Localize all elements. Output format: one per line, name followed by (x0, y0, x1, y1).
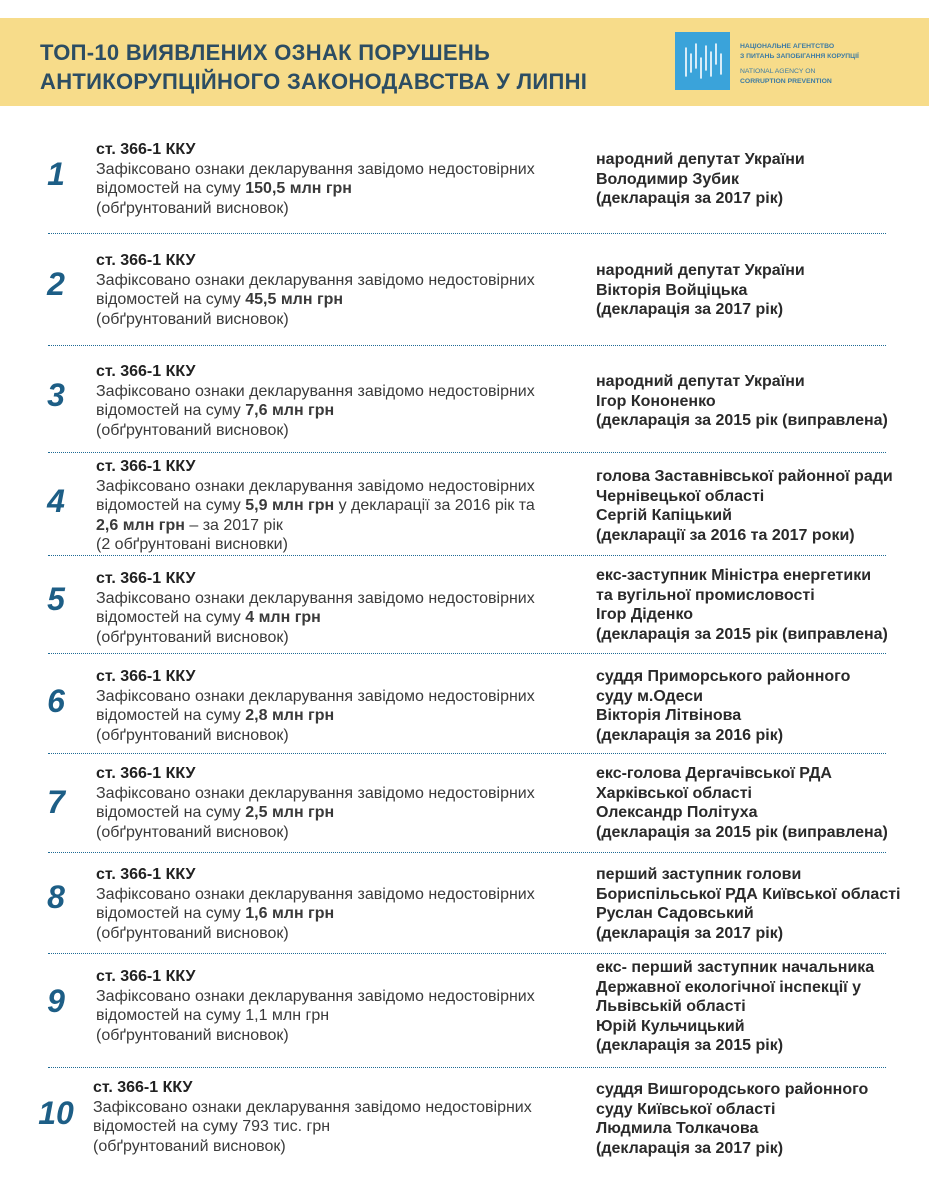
header-banner (0, 18, 929, 106)
official-line: екс-голова Дергачівської РДА (596, 765, 832, 782)
logo-ua-line-1: НАЦІОНАЛЬНЕ АГЕНТСТВО (740, 43, 835, 50)
official-line: (декларація за 2017 рік) (596, 190, 784, 208)
description-line: Зафіксовано ознаки декларування завідомо недостовірних (96, 987, 535, 1005)
entry-number: 8 (47, 879, 65, 915)
article-reference: ст. 366-1 ККУ (96, 765, 196, 782)
amount-line: відомостей на суму 2,8 млн грн (96, 707, 335, 725)
row-divider (48, 653, 886, 654)
conclusion-note: (обґрунтований висновок) (96, 924, 289, 942)
official-info (596, 667, 916, 745)
violation-description (96, 667, 576, 745)
amount-line: відомостей на суму 793 тис. грн (93, 1118, 331, 1136)
amount-value: 45,5 млн грн (245, 291, 344, 309)
violation-description (96, 764, 576, 842)
official-line: Бориспільської РДА Київської області (596, 885, 901, 903)
conclusion-note: (2 обґрунтовані висновки) (96, 536, 288, 554)
row-divider (48, 233, 886, 234)
description-line: Зафіксовано ознаки декларування завідомо недостовірних (96, 589, 535, 607)
official-info (596, 372, 916, 431)
official-line: екс- перший заступник начальника (596, 959, 875, 976)
row-divider (48, 852, 886, 853)
violation-description (96, 457, 576, 555)
official-info (596, 764, 916, 842)
official-line: народний депутат України (596, 151, 805, 168)
amount-value: 2,8 млн грн (245, 707, 335, 725)
entry-number: 9 (47, 983, 65, 1019)
entry-number: 3 (47, 377, 65, 413)
row-divider (48, 1067, 886, 1068)
amount-line: відомостей на суму 45,5 млн грн (96, 291, 344, 309)
entry-number: 7 (47, 784, 65, 820)
violation-description (96, 140, 576, 218)
official-line: екс-заступник Міністра енергетики (596, 567, 872, 584)
amount-value: 2,5 млн грн (245, 804, 335, 822)
article-reference: ст. 366-1 ККУ (96, 141, 196, 158)
violation-description (96, 362, 576, 440)
logo-caption (740, 42, 859, 86)
title-line-1: ТОП-10 ВИЯВЛЕНИХ ОЗНАК ПОРУШЕНЬ (40, 40, 491, 65)
amount-line-2: 2,6 млн грн – за 2017 рік (96, 516, 283, 534)
description-line: Зафіксовано ознаки декларування завідомо недостовірних (96, 477, 535, 495)
description-line: Зафіксовано ознаки декларування завідомо недостовірних (96, 687, 535, 705)
article-reference: ст. 366-1 ККУ (96, 252, 196, 269)
bottom-edge (0, 1193, 929, 1200)
article-reference: ст. 366-1 ККУ (96, 363, 196, 380)
article-reference: ст. 366-1 ККУ (96, 968, 196, 985)
entry-number: 10 (38, 1095, 74, 1131)
official-line: Ігор Кононенко (596, 392, 716, 410)
amount-value: 2,6 млн грн (96, 516, 185, 534)
official-line: народний депутат України (596, 262, 805, 279)
conclusion-note: (обґрунтований висновок) (96, 421, 289, 439)
violation-description (96, 967, 576, 1045)
conclusion-note: (обґрунтований висновок) (96, 726, 289, 744)
conclusion-note: (обґрунтований висновок) (96, 310, 289, 328)
entry-number: 4 (47, 483, 65, 519)
official-line: (декларація за 2015 рік (виправлена) (596, 625, 888, 643)
article-reference: ст. 366-1 ККУ (93, 1079, 193, 1096)
official-line: Руслан Садовський (596, 905, 754, 923)
amount-line: відомостей на суму 4 млн грн (96, 609, 321, 627)
official-line: Чернівецької області (596, 487, 765, 505)
official-info (596, 865, 916, 943)
official-line: (декларація за 2017 рік) (596, 924, 784, 942)
description-line: Зафіксовано ознаки декларування завідомо недостовірних (96, 160, 535, 178)
official-line: та вугільної промисловості (596, 586, 815, 604)
violation-description (96, 865, 576, 943)
entry-number: 1 (47, 156, 65, 192)
official-line: суду м.Одеси (596, 687, 703, 705)
description-line: Зафіксовано ознаки декларування завідомо недостовірних (96, 784, 535, 802)
amount-line: відомостей на суму 1,6 млн грн (96, 905, 335, 923)
article-reference: ст. 366-1 ККУ (96, 570, 196, 587)
official-info (596, 467, 916, 545)
official-line: Львівській області (596, 998, 746, 1016)
row-divider (48, 753, 886, 754)
description-line: Зафіксовано ознаки декларування завідомо недостовірних (96, 271, 535, 289)
conclusion-note: (обґрунтований висновок) (96, 1026, 289, 1044)
official-line: суду Київської області (596, 1100, 776, 1118)
description-line: Зафіксовано ознаки декларування завідомо недостовірних (96, 382, 535, 400)
official-info (596, 566, 916, 644)
official-info (596, 1080, 916, 1158)
official-line: перший заступник голови (596, 866, 802, 883)
nazk-logo-icon (675, 32, 730, 90)
description-line: Зафіксовано ознаки декларування завідомо недостовірних (93, 1098, 532, 1116)
official-line: Державної екологічної інспекції у (596, 978, 861, 996)
entry-number: 6 (47, 683, 65, 719)
official-line: (декларація за 2016 рік) (596, 726, 784, 744)
logo-ua-line-2: З ПИТАНЬ ЗАПОБІГАННЯ КОРУПЦІЇ (740, 52, 859, 60)
conclusion-note: (обґрунтований висновок) (93, 1137, 286, 1155)
official-line: Харківської області (596, 784, 752, 802)
official-line: народний депутат України (596, 373, 805, 390)
conclusion-note: (обґрунтований висновок) (96, 628, 289, 646)
official-info (596, 958, 916, 1056)
article-reference: ст. 366-1 ККУ (96, 866, 196, 883)
official-line: Людмила Толкачова (596, 1120, 759, 1138)
row-divider (48, 555, 886, 556)
row-divider (48, 953, 886, 954)
entry-number: 2 (47, 266, 65, 302)
official-line: суддя Приморського районного (596, 668, 851, 685)
title-line-2: АНТИКОРУПЦІЙНОГО ЗАКОНОДАВСТВА У ЛИПНІ (40, 69, 588, 94)
page-title (40, 38, 587, 96)
amount-value: 4 млн грн (245, 609, 321, 627)
violation-description (96, 569, 576, 647)
official-line: голова Заставнівської районної ради (596, 468, 893, 485)
logo-en-line-2: CORRUPTION PREVENTION (740, 77, 832, 85)
official-line: (декларація за 2015 рік) (596, 1037, 784, 1055)
conclusion-note: (обґрунтований висновок) (96, 199, 289, 217)
official-line: (декларація за 2017 рік) (596, 301, 784, 319)
amount-value: 1,6 млн грн (245, 905, 335, 923)
official-line: Володимир Зубик (596, 170, 739, 188)
official-line: суддя Вишгородського районного (596, 1081, 869, 1098)
amount-value: 150,5 млн грн (245, 180, 352, 198)
entry-number: 5 (47, 581, 65, 617)
violation-description (96, 251, 576, 329)
amount-value: 7,6 млн грн (245, 402, 335, 420)
article-reference: ст. 366-1 ККУ (96, 458, 196, 475)
logo-en-line-1: NATIONAL AGENCY ON (740, 68, 816, 75)
amount-value: 5,9 млн грн (245, 497, 335, 515)
amount-line: відомостей на суму 5,9 млн грн у декларації за 2016 рік та (96, 497, 535, 515)
amount-line: відомостей на суму 2,5 млн грн (96, 804, 335, 822)
official-line: (декларація за 2015 рік (виправлена) (596, 823, 888, 841)
official-line: Вікторія Літвінова (596, 707, 742, 725)
official-line: Вікторія Войціцька (596, 281, 748, 299)
official-line: Сергій Капіцький (596, 507, 732, 525)
description-line: Зафіксовано ознаки декларування завідомо недостовірних (96, 885, 535, 903)
row-divider (48, 345, 886, 346)
official-line: Олександр Політуха (596, 804, 758, 822)
row-divider (48, 452, 886, 453)
amount-line: відомостей на суму 7,6 млн грн (96, 402, 335, 420)
official-info (596, 261, 916, 320)
official-line: Юрій Кульчицький (596, 1017, 745, 1035)
official-line: Ігор Діденко (596, 606, 694, 624)
official-line: (декларація за 2015 рік (виправлена) (596, 412, 888, 430)
official-line: (декларації за 2016 та 2017 роки) (596, 526, 855, 544)
official-info (596, 150, 916, 209)
amount-line: відомостей на суму 1,1 млн грн (96, 1007, 330, 1025)
article-reference: ст. 366-1 ККУ (96, 668, 196, 685)
violation-description (93, 1078, 573, 1156)
amount-line: відомостей на суму 150,5 млн грн (96, 180, 352, 198)
conclusion-note: (обґрунтований висновок) (96, 823, 289, 841)
official-line: (декларація за 2017 рік) (596, 1139, 784, 1157)
